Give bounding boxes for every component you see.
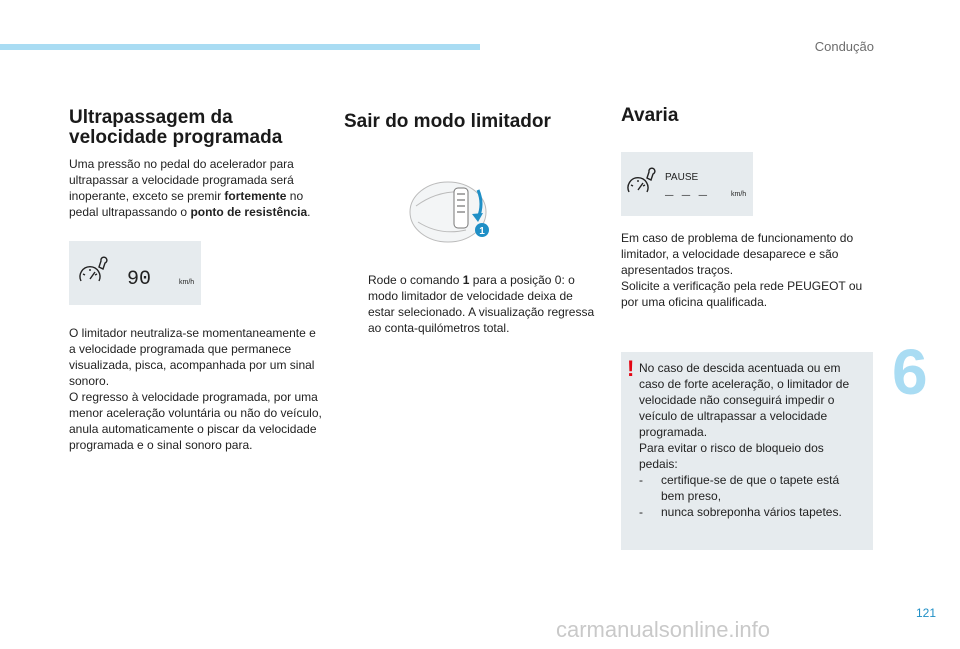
exit-text-part: Rode o comando [368, 273, 463, 287]
speed-limiter-icon [80, 257, 107, 281]
page-number: 121 [916, 606, 937, 620]
warning-text: No caso de descida acentuada ou em caso de forte aceleração, o limitador de velocidade não conseguirá impedir o veículo de ultrapassar a velocidade programada. [639, 361, 850, 439]
exit-limiter-title: Sair do modo limitador [344, 111, 551, 132]
bullet-symbol [344, 272, 368, 336]
watermark: carmanualsonline.info [556, 617, 771, 642]
exit-text-part: para a posição 0: o modo limitador de velocidade deixa de estar selecionado. A visualização regressa ao conta-quilómetros total. [368, 273, 595, 335]
pause-display-graphic [621, 152, 753, 216]
display-pause-unit: km/h [731, 191, 747, 198]
return-text: O regresso à velocidade programada, por uma menor aceleração voluntária ou não do veículo, anula automaticamente o piscar da velocidade programada e o sinal sonoro para. [69, 390, 322, 452]
overtaking-text-part: . [307, 205, 311, 219]
pause-display-panel [621, 152, 753, 216]
speed-limiter-icon [628, 168, 655, 192]
overtaking-title-line2: velocidade programada [69, 127, 283, 148]
fault-title: Avaria [621, 105, 679, 126]
exit-instruction [344, 272, 602, 336]
column-overtaking [69, 108, 325, 453]
display-dashes: _ _ _ [665, 183, 708, 199]
fault-description: Em caso de problema de funcionamento do limitador, a velocidade desaparece e são apresentados traços. [621, 231, 854, 277]
display-speed-unit: km/h [179, 279, 195, 286]
overtaking-title-line1: Ultrapassagem da [69, 107, 233, 128]
fault-service-advice: Solicite a verificação pela rede PEUGEOT ou por uma oficina qualificada. [621, 279, 863, 309]
display-speed-value: 90 [127, 268, 152, 291]
column-exit-limiter [344, 112, 602, 336]
overtaking-bold-resistance-point: ponto de resistência [190, 205, 308, 219]
stalk-callout-number: 1 [479, 226, 485, 237]
header-accent-bar [0, 44, 480, 50]
display-pause-label: PAUSE [665, 172, 699, 183]
column-fault [621, 106, 873, 550]
speed-display-panel [69, 241, 201, 305]
section-label: Condução [814, 39, 874, 54]
overtaking-title [69, 108, 325, 148]
list-dash: - [639, 505, 643, 519]
overtaking-text-part: Uma pressão no pedal do acelerador para ultrapassar a velocidade programada será inoperante, exceto se premir [69, 157, 294, 203]
warning-list-item [639, 472, 865, 504]
overtaking-text-part: no pedal ultrapassando o [69, 189, 304, 219]
neutralization-text: O limitador neutraliza-se momentaneamente e a velocidade programada que permanece visualizada, pisca, acompanhada por um sinal sonoro. [69, 326, 316, 388]
limiter-stalk-illustration [408, 170, 508, 246]
list-dash: - [639, 473, 643, 487]
warning-list-item [639, 504, 865, 520]
chapter-number: 6 [892, 336, 928, 408]
warning-exclamation-icon: ! [627, 356, 635, 381]
overtaking-paragraph [69, 156, 325, 220]
overtaking-bold-firmly: fortemente [224, 189, 287, 203]
warning-pedal-text: Para evitar o risco de bloqueio dos pedais: [639, 441, 824, 471]
speed-display-graphic [69, 241, 201, 305]
warning-item-mat-secured: certifique-se de que o tapete está bem preso, [661, 473, 840, 503]
warning-box [621, 352, 873, 550]
exit-instruction-text [368, 272, 602, 336]
exit-text-bold-1: 1 [462, 273, 470, 287]
warning-item-no-overlap: nunca sobreponha vários tapetes. [661, 505, 842, 519]
